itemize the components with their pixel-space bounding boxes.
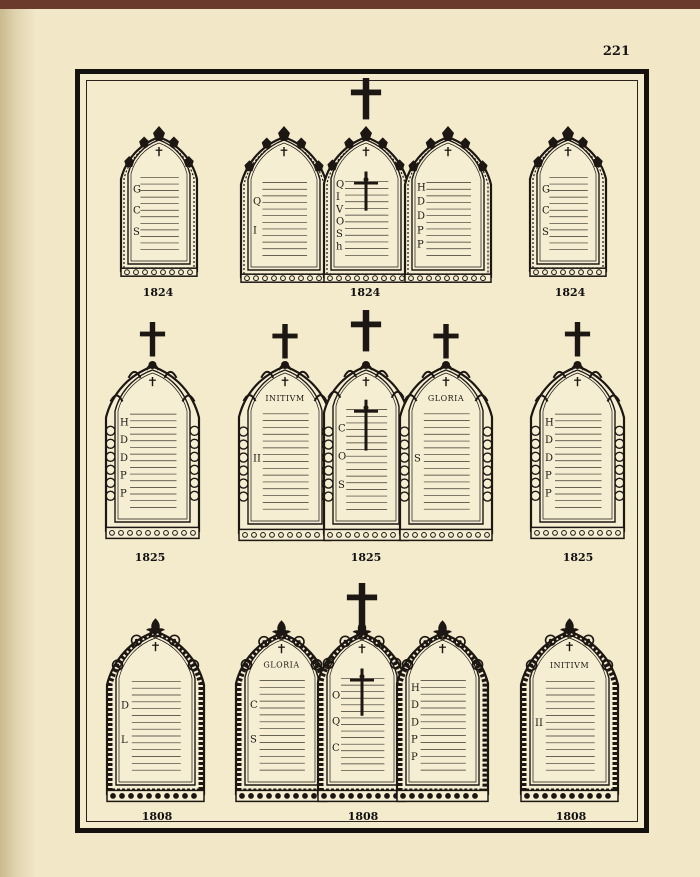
side-cross-left — [282, 324, 287, 359]
altar-card-row-1808-2 — [521, 619, 618, 801]
rosette-center — [344, 640, 347, 643]
base-ornament — [410, 794, 415, 799]
base-ornament — [367, 794, 372, 799]
finial-knob — [574, 361, 582, 369]
small-cross — [365, 377, 366, 386]
rubric-letter: P — [411, 751, 418, 763]
panel-base — [239, 529, 331, 540]
base-ornament — [165, 794, 170, 799]
leaf-ornament — [548, 137, 558, 148]
leaf-ornament — [378, 137, 388, 148]
rosette-center — [606, 664, 609, 667]
rubric-letter: II — [535, 717, 543, 729]
base-ornament — [174, 794, 179, 799]
small-cross — [442, 644, 443, 653]
rosette-center — [377, 640, 380, 643]
base-ornament — [455, 794, 460, 799]
rubric-letter: D — [417, 211, 426, 222]
base-ornament — [579, 794, 584, 799]
base-ornament — [258, 794, 263, 799]
rubric-letter: S — [414, 453, 421, 465]
top-cross-bar — [565, 332, 590, 337]
base-ornament — [120, 794, 125, 799]
base-ornament — [597, 794, 602, 799]
small-cross-bar — [359, 647, 366, 648]
finial-knob — [149, 361, 157, 369]
small-cross — [447, 147, 448, 156]
base-ornament — [358, 794, 363, 799]
base-ornament — [249, 794, 254, 799]
rosette-center — [262, 640, 265, 643]
small-cross-bar — [281, 150, 288, 151]
rubric-letter: D — [417, 196, 426, 208]
rubric-letter: D — [411, 700, 420, 711]
base-ornament — [331, 794, 336, 799]
base-ornament — [543, 794, 548, 799]
fleur-de-lis-finial — [434, 621, 452, 636]
rubric-letter: L — [121, 734, 128, 746]
panel-heading: INITIVM — [549, 661, 590, 671]
leaf-ornament — [139, 137, 149, 148]
base-ornament — [473, 794, 478, 799]
rubric-letter: D — [411, 717, 420, 729]
rubric-letter: H — [411, 682, 420, 694]
rubric-letter: S — [336, 229, 343, 241]
side-cross-right-bar — [433, 334, 458, 339]
small-cross-bar — [439, 647, 446, 648]
small-cross-bar — [363, 150, 370, 151]
rubric-letter: D — [545, 435, 554, 446]
rosette-center — [245, 663, 248, 666]
base-ornament — [376, 794, 381, 799]
crucifix-head — [360, 674, 365, 679]
small-cross-bar — [443, 380, 450, 381]
small-cross — [577, 377, 578, 386]
finial-knob — [362, 361, 370, 369]
caption-1825-center: 1825 — [350, 551, 382, 564]
crucifix-head — [364, 177, 369, 182]
altar-card-row-1824-1 — [241, 78, 491, 282]
altar-card-row-1825-2 — [531, 322, 624, 538]
panel-heading: INITIVM — [265, 394, 305, 404]
base-ornament — [401, 794, 406, 799]
rubric-letter: II — [253, 453, 261, 465]
leaf-ornament — [578, 137, 588, 148]
side-cross-left-bar — [272, 334, 297, 339]
base-ornament — [534, 794, 539, 799]
caption-1825-left: 1825 — [134, 551, 166, 564]
rosette-center — [327, 662, 330, 665]
small-cross — [361, 644, 362, 653]
rosette-center — [297, 640, 300, 643]
small-cross — [283, 147, 284, 156]
small-cross-bar — [156, 150, 163, 151]
rubric-letter: I — [253, 225, 257, 237]
base-ornament — [464, 794, 469, 799]
rubric-letter: D — [121, 700, 130, 712]
altar-card-row-1808-1 — [236, 583, 488, 801]
base-ornament — [349, 794, 354, 799]
small-cross — [567, 147, 568, 156]
rosette-center — [549, 639, 552, 642]
base-ornament — [138, 794, 143, 799]
small-cross-bar — [278, 647, 285, 648]
top-cross-bar — [140, 332, 165, 337]
rubric-letter: S — [133, 226, 140, 238]
side-cross-right — [443, 324, 448, 359]
base-ornament — [570, 794, 575, 799]
base-ornament — [192, 794, 197, 799]
caption-1824-right: 1824 — [554, 286, 586, 299]
leaf-ornament — [296, 138, 306, 149]
rosette-center — [116, 664, 119, 667]
caption-1824-left: 1824 — [142, 286, 174, 299]
leaf-ornament — [460, 138, 470, 149]
small-cross-bar — [282, 380, 289, 381]
top-cross — [150, 322, 155, 357]
rubric-letter: C — [133, 205, 141, 217]
small-cross-bar — [149, 380, 156, 381]
small-cross — [445, 377, 446, 386]
rubric-letter: h — [336, 241, 343, 253]
small-cross-bar — [363, 380, 370, 381]
rubric-letter: O — [338, 451, 347, 463]
rubric-letter: C — [338, 423, 346, 435]
caption-1808-center: 1808 — [347, 810, 379, 823]
panel-inner-arch — [537, 140, 599, 264]
panel-heading: GLORIA — [427, 394, 465, 404]
rosette-center — [587, 639, 590, 642]
rubric-letter: I — [336, 191, 340, 203]
small-cross — [284, 377, 285, 386]
small-cross-bar — [566, 645, 573, 646]
leaf-ornament — [169, 137, 179, 148]
base-ornament — [267, 794, 272, 799]
rubric-letter: G — [133, 184, 141, 196]
rubric-letter: C — [250, 700, 258, 711]
rosette-center — [458, 640, 461, 643]
large-cross-bar — [351, 322, 381, 328]
rubric-letter: P — [417, 225, 424, 237]
rosette-center — [423, 640, 426, 643]
small-cross — [281, 644, 282, 653]
base-ornament — [428, 794, 433, 799]
caption-1808-left: 1808 — [141, 810, 173, 823]
base-ornament — [129, 794, 134, 799]
fleur-de-lis-finial — [561, 619, 579, 634]
rubric-letter: P — [120, 488, 127, 500]
panel-inner-arch — [530, 635, 609, 785]
rosette-center — [530, 664, 533, 667]
large-cross-bar — [351, 90, 381, 96]
base-ornament — [322, 794, 327, 799]
caption-1825-right: 1825 — [562, 551, 594, 564]
panel-inner-arch — [128, 140, 190, 264]
rosette-center — [135, 639, 138, 642]
base-ornament — [437, 794, 442, 799]
base-ornament — [552, 794, 557, 799]
small-cross-bar — [152, 645, 159, 646]
leaf-ornament — [426, 138, 436, 149]
small-cross — [152, 377, 153, 386]
rosette-center — [192, 664, 195, 667]
top-cross — [575, 322, 580, 357]
rubric-letter: H — [417, 182, 426, 194]
base-ornament — [285, 794, 290, 799]
rosette-center — [315, 663, 318, 666]
rubric-letter: P — [545, 470, 552, 482]
small-cross — [155, 642, 156, 651]
rubric-letter: P — [545, 488, 552, 500]
small-cross-bar — [565, 150, 572, 151]
rubric-letter: P — [411, 734, 418, 746]
leaf-ornament — [262, 138, 272, 149]
base-ornament — [385, 794, 390, 799]
base-ornament — [303, 794, 308, 799]
finial-knob — [281, 361, 289, 369]
panel-base — [400, 529, 492, 540]
base-ornament — [240, 794, 245, 799]
large-cross — [359, 583, 365, 624]
page-number: 221 — [602, 44, 630, 59]
altar-card-row-1808-0 — [107, 619, 204, 801]
rubric-letter: H — [120, 417, 129, 429]
base-ornament — [294, 794, 299, 799]
rubric-letter: D — [545, 452, 554, 464]
crucifix-head — [364, 405, 369, 410]
rubric-letter: P — [120, 470, 127, 482]
large-cross — [363, 78, 369, 119]
rubric-letter: C — [542, 205, 550, 217]
base-ornament — [276, 794, 281, 799]
altar-card-row-1825-0 — [106, 322, 199, 538]
caption-1824-center: 1824 — [349, 286, 381, 299]
panel-base — [121, 268, 197, 276]
rubric-letter: S — [338, 479, 345, 491]
large-cross — [363, 310, 369, 351]
small-cross — [365, 147, 366, 156]
fleur-de-lis-finial — [273, 621, 291, 636]
caption-1808-right: 1808 — [555, 810, 587, 823]
base-ornament — [183, 794, 188, 799]
base-ornament — [446, 794, 451, 799]
rubric-letter: V — [336, 204, 344, 216]
panel-base — [106, 527, 199, 538]
base-ornament — [340, 794, 345, 799]
finial-knob — [442, 361, 450, 369]
panel-base — [530, 268, 606, 276]
rubric-letter: S — [542, 226, 549, 238]
base-ornament — [525, 794, 530, 799]
leaf-ornament — [344, 137, 354, 148]
small-cross — [569, 642, 570, 651]
small-cross — [158, 147, 159, 156]
altar-card-row-1825-1 — [239, 310, 492, 540]
base-ornament — [156, 794, 161, 799]
rubric-letter: C — [332, 742, 340, 754]
rosette-center — [394, 662, 397, 665]
small-cross-bar — [445, 150, 452, 151]
rosette-center — [173, 639, 176, 642]
base-ornament — [419, 794, 424, 799]
base-ornament — [561, 794, 566, 799]
base-ornament — [111, 794, 116, 799]
rubric-letter: S — [250, 734, 257, 746]
rubric-letter: P — [417, 239, 424, 251]
rubric-letter: D — [120, 435, 129, 446]
rubric-letter: H — [545, 417, 554, 429]
altar-card-row-1824-0 — [121, 126, 197, 276]
large-cross-bar — [347, 595, 377, 601]
small-cross-bar — [574, 380, 581, 381]
panel-base — [531, 527, 624, 538]
rubric-letter: Q — [336, 179, 345, 191]
fleur-de-lis-finial — [147, 619, 165, 634]
base-ornament — [588, 794, 593, 799]
base-ornament — [312, 794, 317, 799]
altar-card-row-1824-2 — [530, 126, 606, 276]
rubric-letter: Q — [253, 196, 262, 208]
panel-heading: GLORIA — [263, 660, 300, 670]
base-ornament — [606, 794, 611, 799]
rosette-center — [476, 663, 479, 666]
rubric-letter: G — [542, 184, 550, 196]
rubric-letter: Q — [332, 716, 341, 728]
rubric-letter: O — [332, 690, 341, 702]
rubric-letter: O — [336, 216, 345, 228]
rosette-center — [406, 663, 409, 666]
rubric-letter: D — [120, 452, 129, 464]
base-ornament — [147, 794, 152, 799]
